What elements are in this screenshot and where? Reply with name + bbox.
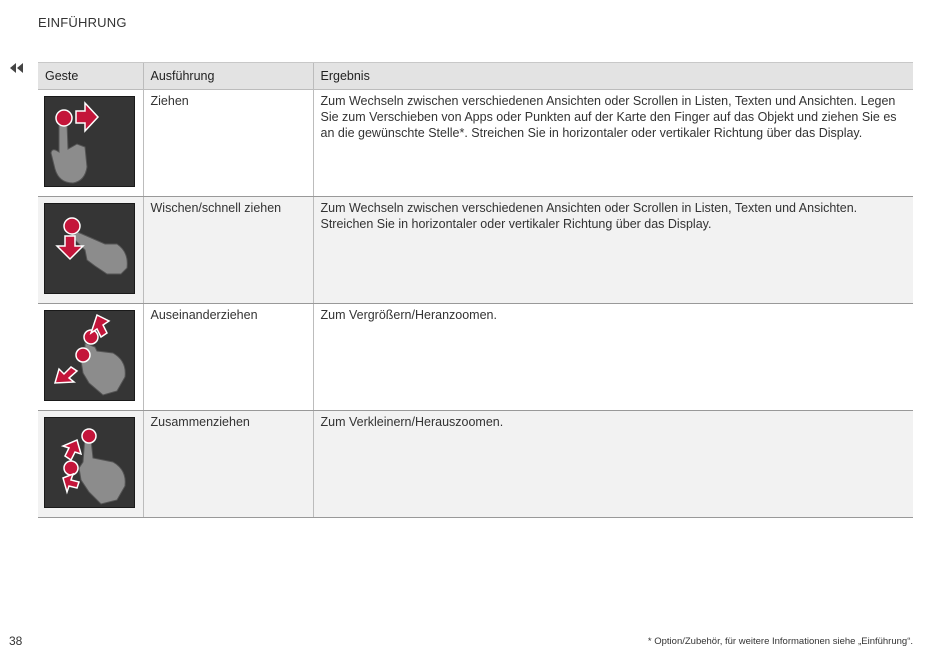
table-header-row <box>38 63 913 90</box>
page-number: 38 <box>9 634 23 648</box>
table-row <box>38 90 913 197</box>
gesture-cell <box>38 411 143 518</box>
pinch-in-gesture-icon <box>44 417 135 508</box>
gesture-cell <box>38 197 143 304</box>
pinch-out-gesture-icon <box>44 310 135 401</box>
gesture-cell <box>38 304 143 411</box>
section-title: EINFÜHRUNG <box>38 15 127 30</box>
swipe-gesture-icon <box>44 203 135 294</box>
gesture-result: Zum Wechseln zwischen verschiedenen Ansichten oder Scrollen in Listen, Texten und Ansichten. Streichen Sie in horizontaler oder vertikaler Richtung über das Display. <box>313 197 913 304</box>
gesture-result: Zum Verkleinern/Herauszoomen. <box>313 411 913 518</box>
column-header-ausfuehrung: Ausführung <box>143 63 313 90</box>
table-row <box>38 411 913 518</box>
gesture-action: Wischen/schnell ziehen <box>143 197 313 304</box>
table-row <box>38 304 913 411</box>
gesture-action: Zusammenziehen <box>143 411 313 518</box>
gesture-result: Zum Wechseln zwischen verschiedenen Ansichten oder Scrollen in Listen, Texten und Ansichten. Legen Sie zum Verschieben von Apps oder Punkten auf der Karte den Finger auf das Objekt und ziehen Sie es an die gewünschte Stelle*. Streichen Sie in horizontaler oder vertikaler Richtung über das Display. <box>313 90 913 197</box>
gesture-action: Auseinanderziehen <box>143 304 313 411</box>
table-row <box>38 197 913 304</box>
gesture-result: Zum Vergrößern/Heranzoomen. <box>313 304 913 411</box>
gesture-cell <box>38 90 143 197</box>
double-chevron-left-icon[interactable] <box>9 61 25 73</box>
footnote: * Option/Zubehör, für weitere Informationen siehe „Einführung“. <box>647 636 913 647</box>
gesture-action: Ziehen <box>143 90 313 197</box>
gesture-table <box>38 62 913 518</box>
column-header-geste: Geste <box>38 63 143 90</box>
column-header-ergebnis: Ergebnis <box>313 63 913 90</box>
drag-gesture-icon <box>44 96 135 187</box>
